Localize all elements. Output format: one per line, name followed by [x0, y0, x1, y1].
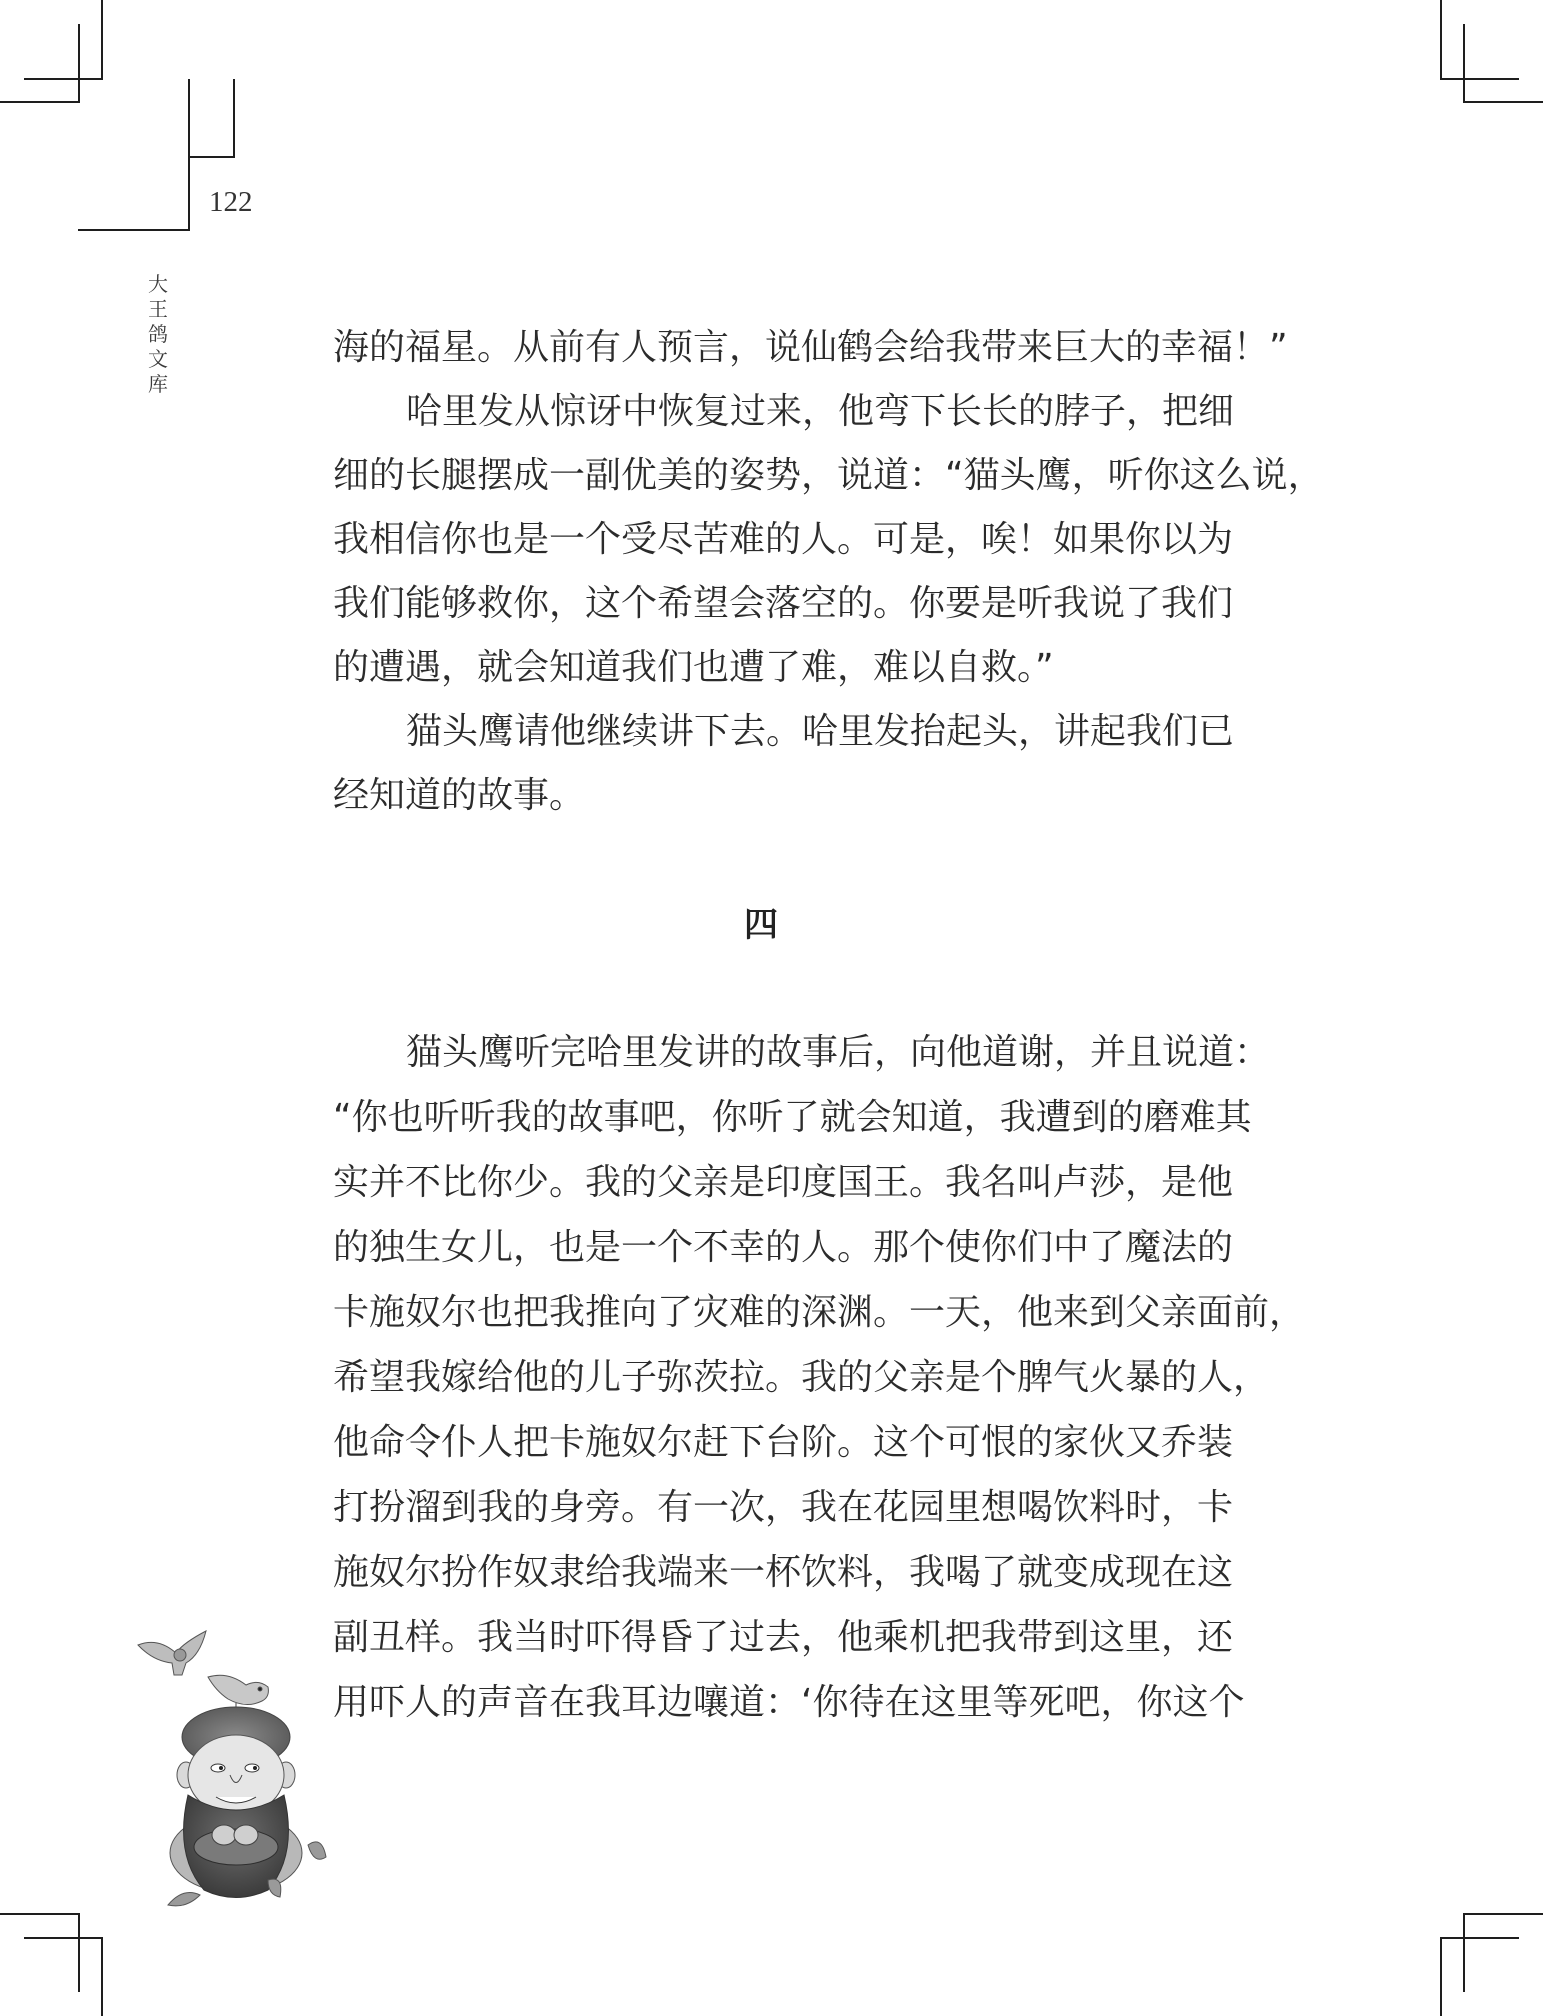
- text-line: 猫头鹰听完哈里发讲的故事后，向他道谢，并且说道：: [406, 1032, 1271, 1073]
- crop-mark-bottom-right-v1: [1463, 1913, 1465, 1992]
- text-line: 施奴尔扮作奴隶给我端来一杯饮料，我喝了就变成现在这: [333, 1552, 1234, 1593]
- bearded-man-with-birds-illustration: [128, 1625, 343, 1910]
- page-number: 122: [209, 186, 253, 218]
- crop-mark-top-left-v1: [101, 0, 103, 79]
- leaf-icon: [168, 1893, 200, 1906]
- series-title-char: 大: [148, 272, 168, 296]
- page-frame-inner-line: [188, 156, 235, 158]
- crop-mark-bottom-right-h2: [1440, 1937, 1519, 1939]
- crop-mark-bottom-right-h1: [1463, 1913, 1543, 1915]
- text-line: 的独生女儿，也是一个不幸的人。那个使你们中了魔法的: [333, 1227, 1234, 1268]
- page-frame-left-line: [188, 79, 190, 230]
- page-frame-bottom-line: [78, 229, 190, 231]
- leaf-icon: [308, 1842, 326, 1859]
- page-frame-right-line: [233, 79, 235, 158]
- flying-bird-icon: [138, 1631, 206, 1675]
- text-line: “你也听听我的故事吧，你听了就会知道，我遭到的磨难其: [333, 1097, 1252, 1138]
- series-title-char: 王: [148, 297, 168, 321]
- body-text-block-1: [333, 316, 1324, 828]
- crop-mark-top-left-v2: [78, 24, 80, 103]
- text-line: 细的长腿摆成一副优美的姿势，说道：“猫头鹰，听你这么说，: [333, 455, 1324, 496]
- text-line: 卡施奴尔也把我推向了灾难的深渊。一天，他来到父亲面前，: [333, 1292, 1306, 1333]
- series-title-vertical: [146, 272, 170, 397]
- text-line: 实并不比你少。我的父亲是印度国王。我名叫卢莎，是他: [333, 1162, 1234, 1203]
- crop-mark-bottom-right-v2: [1440, 1937, 1442, 2016]
- text-line: 猫头鹰请他继续讲下去。哈里发抬起头，讲起我们已: [406, 711, 1235, 752]
- crop-mark-top-left-h2: [0, 101, 80, 103]
- crop-mark-top-right-v1: [1440, 0, 1442, 79]
- text-line: 海的福星。从前有人预言，说仙鹤会给我带来巨大的幸福！”: [333, 327, 1288, 368]
- leaf-icon: [268, 1879, 281, 1897]
- text-line: 我相信你也是一个受尽苦难的人。可是，唉！如果你以为: [333, 519, 1234, 560]
- series-title-char: 文: [148, 347, 168, 371]
- text-line: 我们能够救你，这个希望会落空的。你要是听我说了我们: [333, 583, 1234, 624]
- crop-mark-bottom-left-h2: [24, 1937, 103, 1939]
- text-line: 副丑样。我当时吓得昏了过去，他乘机把我带到这里，还: [333, 1617, 1234, 1658]
- text-line: 打扮溜到我的身旁。有一次，我在花园里想喝饮料时，卡: [333, 1487, 1234, 1528]
- text-line: 用吓人的声音在我耳边嚷道：‘你待在这里等死吧，你这个: [333, 1682, 1245, 1723]
- text-line: 经知道的故事。: [333, 775, 586, 816]
- crop-mark-bottom-left-v1: [78, 1913, 80, 1992]
- text-line: 哈里发从惊讶中恢复过来，他弯下长长的脖子，把细: [406, 391, 1235, 432]
- crop-mark-top-right-h1: [1440, 78, 1519, 80]
- text-line: 的遭遇，就会知道我们也遭了难，难以自救。”: [333, 647, 1054, 688]
- crop-mark-top-left-h1: [24, 78, 103, 80]
- crop-mark-bottom-left-h1: [0, 1913, 80, 1915]
- section-heading: 四: [744, 905, 778, 945]
- series-title-char: 鸽: [148, 322, 168, 346]
- text-line: 希望我嫁给他的儿子弥茨拉。我的父亲是个脾气火暴的人，: [333, 1357, 1270, 1398]
- crop-mark-top-right-v2: [1463, 24, 1465, 103]
- body-text-block-2: [333, 1020, 1306, 1735]
- series-title-char: 库: [148, 372, 168, 396]
- crop-mark-top-right-h2: [1463, 101, 1543, 103]
- crop-mark-bottom-left-v2: [101, 1937, 103, 2016]
- text-line: 他命令仆人把卡施奴尔赶下台阶。这个可恨的家伙又乔装: [333, 1422, 1234, 1463]
